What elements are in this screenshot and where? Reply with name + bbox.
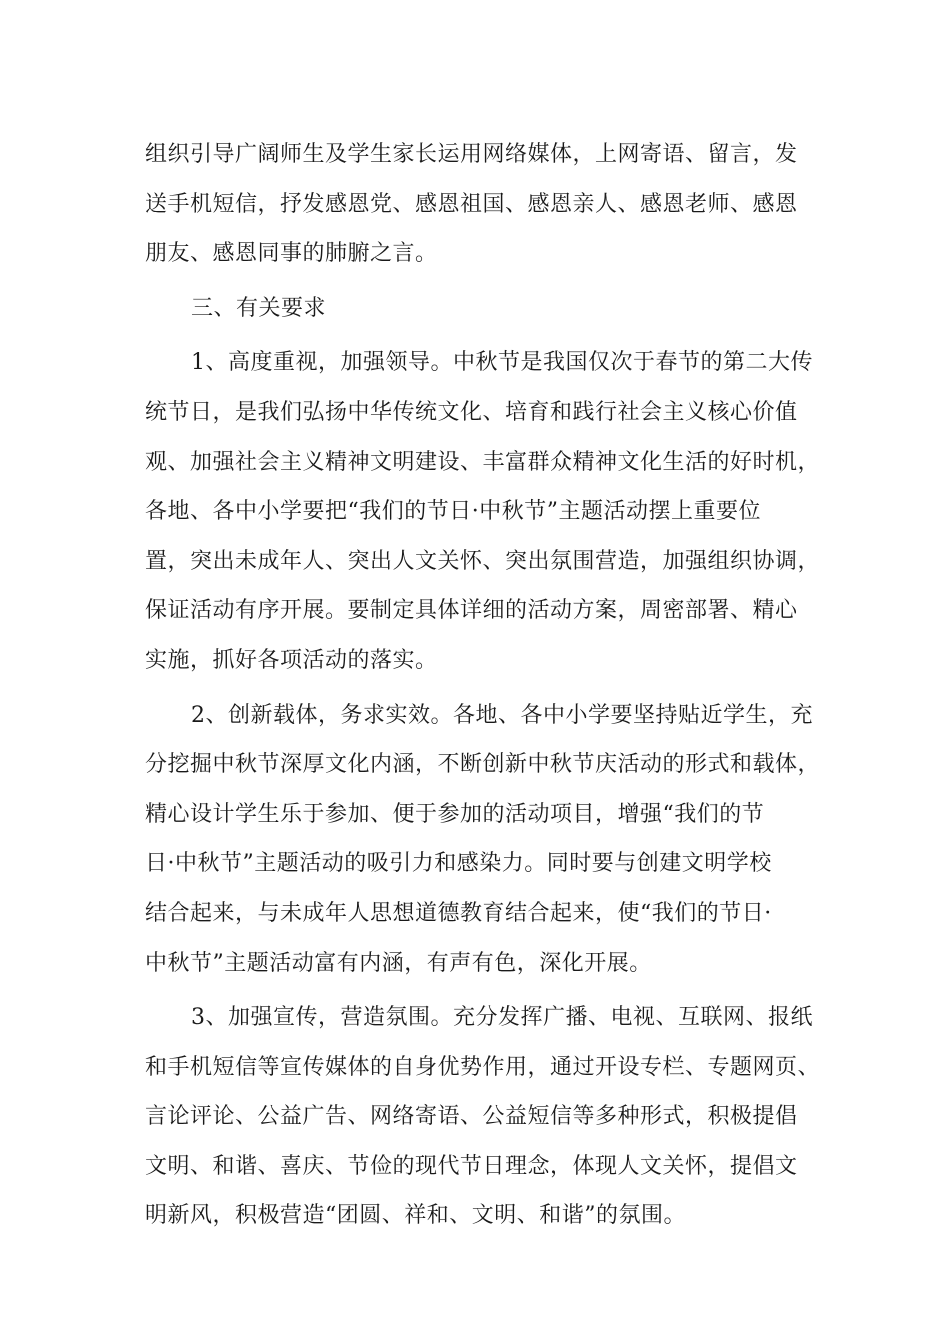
paragraph-continued — [145, 130, 810, 279]
paragraph-line: 日·中秋节”主题活动的吸引力和感染力。同时要与创建文明学校 — [145, 851, 772, 877]
paragraph-line: 3、加强宣传，营造氛围。充分发挥广播、电视、互联网、报纸 — [191, 1005, 813, 1031]
paragraph-line: 明新风，积极营造“团圆、祥和、文明、和谐”的氛围。 — [145, 1203, 686, 1229]
paragraph-line: 中秋节”主题活动富有内涵，有声有色，深化开展。 — [145, 950, 652, 976]
paragraph-line: 1、高度重视，加强领导。中秋节是我国仅次于春节的第二大传 — [191, 350, 813, 376]
paragraph-line: 2、创新载体，务求实效。各地、各中小学要坚持贴近学生，充 — [191, 702, 813, 728]
requirement-item-2 — [145, 691, 821, 989]
paragraph-line: 送手机短信，抒发感恩党、感恩祖国、感恩亲人、感恩老师、感恩 — [145, 191, 798, 217]
paragraph-line: 组织引导广阔师生及学生家长运用网络媒体，上网寄语、留言，发 — [145, 142, 798, 167]
paragraph-line: 分挖掘中秋节深厚文化内涵，不断创新中秋节庆活动的形式和载体， — [145, 752, 821, 778]
paragraph-line: 统节日，是我们弘扬中华传统文化、培育和践行社会主义核心价值 — [145, 399, 798, 425]
requirement-item-3 — [145, 993, 821, 1241]
paragraph-line: 言论评论、公益广告、网络寄语、公益短信等多种形式，积极提倡 — [145, 1104, 798, 1130]
paragraph-line: 文明、和谐、喜庆、节俭的现代节日理念，体现人文关怀，提倡文 — [145, 1153, 798, 1179]
paragraph-line: 结合起来，与未成年人思想道德教育结合起来，使“我们的节日· — [145, 900, 772, 926]
requirement-item-1 — [145, 338, 821, 685]
paragraph-line: 和手机短信等宣传媒体的自身优势作用，通过开设专栏、专题网页、 — [145, 1054, 821, 1080]
section-heading: 三、有关要求 — [191, 295, 327, 321]
paragraph-line: 置，突出未成年人、突出人文关怀、突出氛围营造，加强组织协调， — [145, 548, 821, 574]
document-body — [145, 130, 821, 1241]
section-heading-block — [145, 284, 810, 334]
paragraph-line: 精心设计学生乐于参加、便于参加的活动项目，增强“我们的节 — [145, 801, 765, 827]
paragraph-line: 各地、各中小学要把“我们的节日·中秋节”主题活动摆上重要位 — [145, 499, 761, 525]
paragraph-line: 观、加强社会主义精神文明建设、丰富群众精神文化生活的好时机， — [145, 449, 821, 475]
paragraph-line: 保证活动有序开展。要制定具体详细的活动方案，周密部署、精心 — [145, 598, 798, 624]
paragraph-line: 朋友、感恩同事的肺腑之言。 — [145, 241, 438, 267]
paragraph-line: 实施，抓好各项活动的落实。 — [145, 647, 438, 673]
